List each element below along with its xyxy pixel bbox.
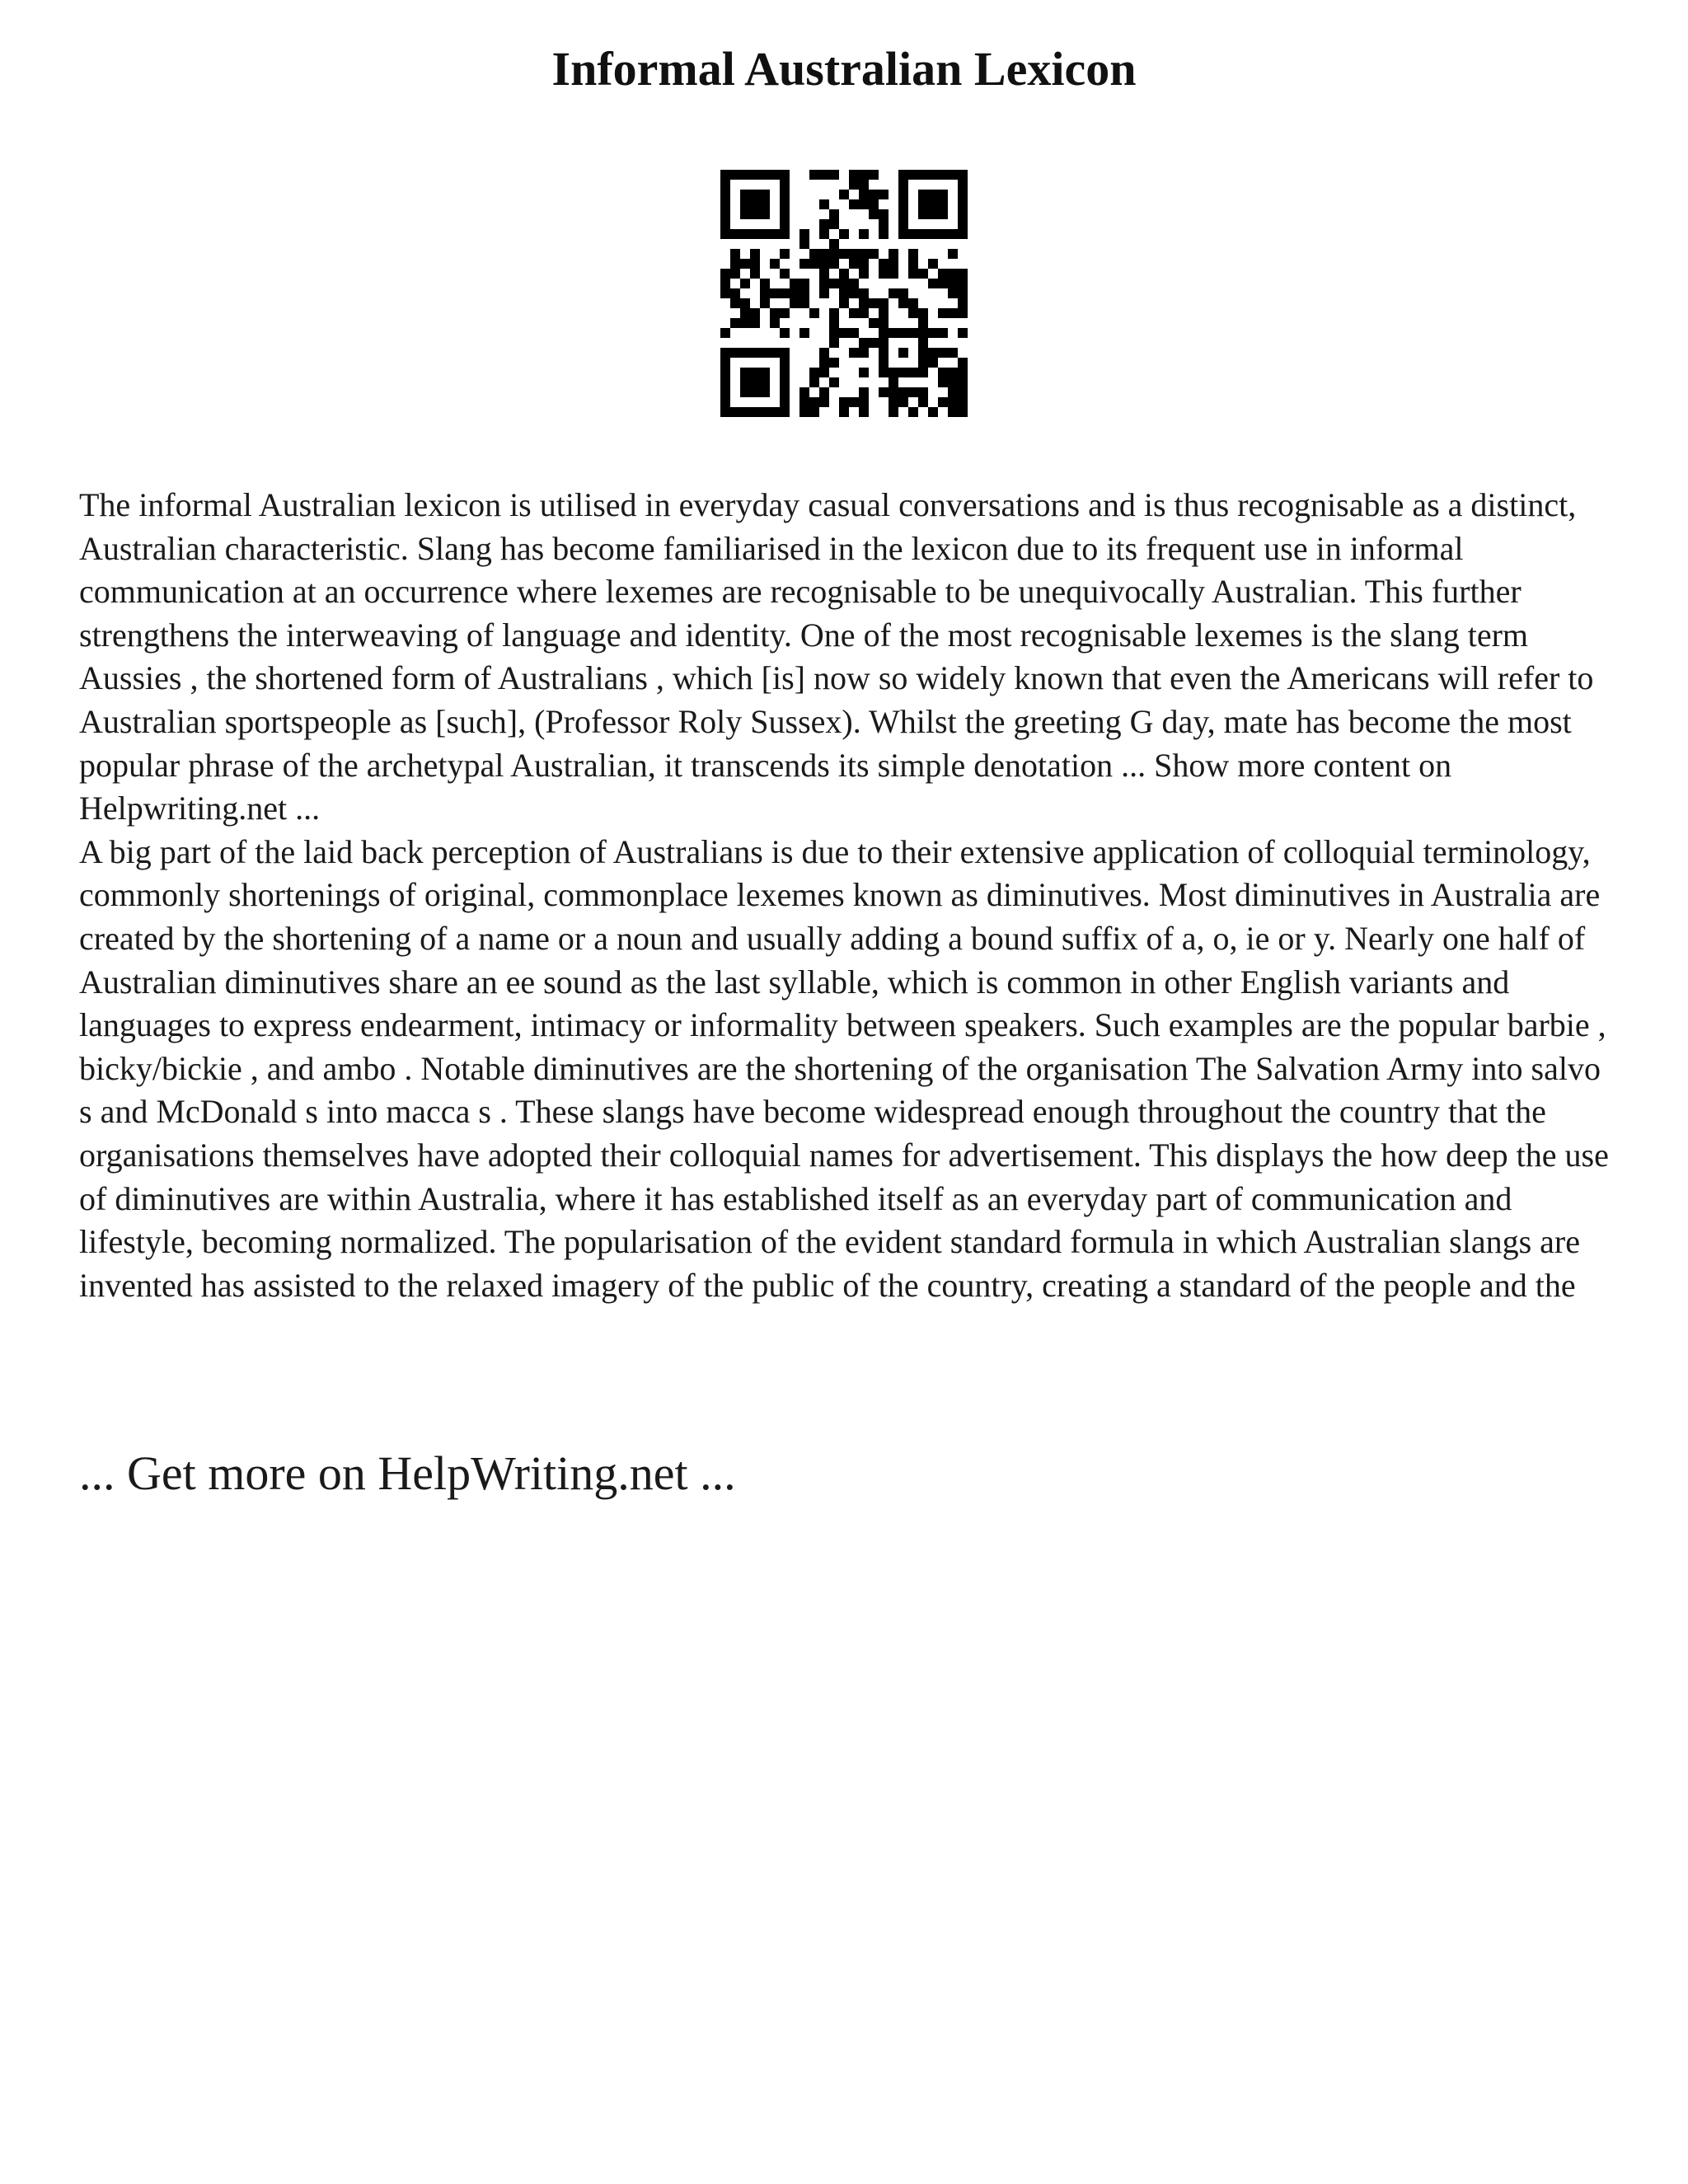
qr-code-icon[interactable] <box>720 170 968 417</box>
paragraph-intro: The informal Australian lexicon is utilised in everyday casual conversations and is thus recognisable as a distinct, Australian characteristic. Slang has become familiarised in the lexicon due to its frequent use in informal communication at an occurrence where lexemes are recognisable to be unequivocally Australian. This further strengthens the interweaving of language and identity. One of the most recognisable lexemes is the slang term Aussies , the shortened form of Australians , which [is] now so widely known that even the Americans will refer to Australian sportspeople as [such], (Professor Roly Sussex). Whilst the greeting G day, mate has become the most popular phrase of the archetypal Australian, it transcends its simple denotation ... Show more content on Helpwriting.net ... <box>79 486 1594 827</box>
article-body <box>79 484 1620 1307</box>
page-title: Informal Australian Lexicon <box>551 42 1137 96</box>
get-more-link[interactable]: ... Get more on HelpWriting.net ... <box>79 1446 736 1500</box>
paragraph-diminutives: A big part of the laid back perception of Australians is due to their extensive application of colloquial terminology, commonly shortenings of original, commonplace lexemes known as diminutives. Most diminutives in Australia are created by the shortening of a name or a noun and usually adding a bound suffix of a, o, ie or y. Nearly one half of Australian diminutives share an ee sound as the last syllable, which is common in other English variants and languages to express endearment, intimacy or informality between speakers. Such examples are the popular barbie , bicky/bickie , and ambo . Notable diminutives are the shortening of the organisation The Salvation Army into salvo s and McDonald s into macca s . These slangs have become widespread enough throughout the country that the organisations themselves have adopted their colloquial names for advertisement. This displays the how deep the use of diminutives are within Australia, where it has established itself as an everyday part of communication and lifestyle, becoming normalized. The popularisation of the evident standard formula in which Australian slangs are invented has assisted to the relaxed imagery of the public of the country, creating a standard of the people and the <box>79 832 1609 1304</box>
